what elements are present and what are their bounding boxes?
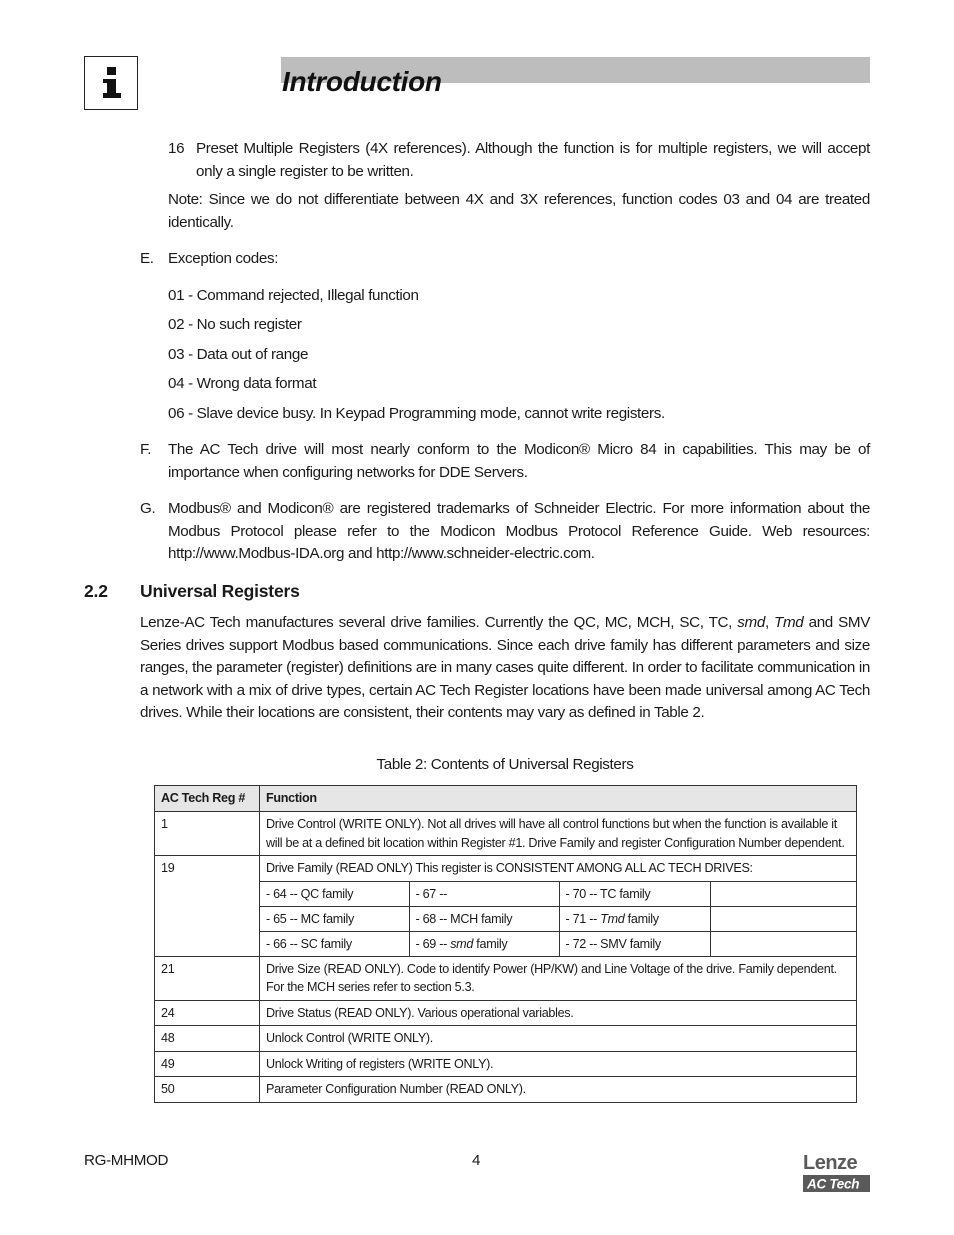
register-function: [260, 856, 857, 957]
family-code: - 69 -- smd family: [409, 931, 559, 956]
register-function: Drive Size (READ ONLY). Code to identify Power (HP/KW) and Line Voltage of the drive. Family dependent. For the MCH series refer to section 5.3.: [260, 956, 857, 1000]
section-heading: [84, 581, 300, 602]
column-header-function: Function: [260, 786, 857, 812]
page-title: Introduction: [282, 66, 442, 97]
register-number: 48: [155, 1026, 260, 1052]
family-code: - 70 -- TC family: [559, 881, 710, 906]
register-number: 24: [155, 1000, 260, 1026]
table-row: [155, 1077, 857, 1103]
table-row: [155, 1026, 857, 1052]
table-row: [155, 812, 857, 856]
exception-code-item: 02 - No such register: [168, 316, 302, 333]
svg-text:AC Tech: AC Tech: [807, 1176, 860, 1192]
family-code: - 68 -- MCH family: [409, 906, 559, 931]
drive-family-codes: [260, 881, 856, 956]
page-number: 4: [472, 1152, 481, 1169]
register-number: 49: [155, 1051, 260, 1077]
family-code-empty: [710, 881, 856, 906]
function-code-16: 16: [168, 140, 185, 157]
register-number: 21: [155, 956, 260, 1000]
table-row: [155, 1000, 857, 1026]
universal-registers-paragraph: Lenze-AC Tech manufactures several drive families. Currently the QC, MC, MCH, SC, TC, smd, Tmd and SMV Series drives support Modbus based communications. Since each drive family has different parameters and size ranges, the parameter (register) definitions are in many cases quite different. In order to facilitate communication in a network with a mix of drive types, certain AC Tech Register locations have been made universal among AC Tech drives. While their locations are consistent, their contents may vary as defined in Table 2.: [140, 614, 870, 721]
register-number: 50: [155, 1077, 260, 1103]
family-code: - 67 --: [409, 881, 559, 906]
register-function: Unlock Writing of registers (WRITE ONLY).: [260, 1051, 857, 1077]
universal-registers-table: [154, 785, 857, 1103]
column-header-reg: AC Tech Reg #: [155, 786, 260, 812]
table-header-row: [155, 786, 857, 812]
family-code: - 64 -- QC family: [260, 881, 409, 906]
list-marker-g: G.: [140, 500, 156, 517]
svg-text:Lenze: Lenze: [803, 1152, 858, 1174]
note-paragraph: Note: Since we do not differentiate between 4X and 3X references, function codes 03 and 04 are treated identically.: [168, 191, 870, 231]
list-marker-f: F.: [140, 441, 152, 458]
section-number: 2.2: [84, 581, 108, 601]
lenze-ac-tech-logo: [803, 1151, 871, 1198]
family-code: - 72 -- SMV family: [559, 931, 710, 956]
section-title: Universal Registers: [140, 581, 300, 601]
exception-code-item: 01 - Command rejected, Illegal function: [168, 287, 419, 304]
register-function: Parameter Configuration Number (READ ONLY).: [260, 1077, 857, 1103]
family-code: - 65 -- MC family: [260, 906, 409, 931]
modicon-conformance-paragraph: The AC Tech drive will most nearly conform to the Modicon® Micro 84 in capabilities. This may be of importance when configuring networks for DDE Servers.: [168, 441, 870, 481]
trademarks-paragraph: Modbus® and Modicon® are registered trademarks of Schneider Electric. For more information about the Modbus Protocol please refer to the Modicon Modbus Protocol Reference Guide. Web resources: http://www.Modbus-IDA.org and http://www.schneider-electric.com.: [168, 500, 870, 562]
family-code: - 71 -- Tmd family: [559, 906, 710, 931]
drive-family-description: Drive Family (READ ONLY) This register is CONSISTENT AMONG ALL AC TECH DRIVES:: [266, 861, 753, 875]
table-caption: Table 2: Contents of Universal Registers: [376, 756, 634, 773]
register-function: Drive Control (WRITE ONLY). Not all drives will have all control functions but when the function is available it will be at a defined bit location within Register #1. Drive Family and register Configuration Number dependent.: [260, 812, 857, 856]
exception-codes-heading: Exception codes:: [168, 250, 279, 267]
info-icon: [84, 56, 138, 110]
exception-code-item: 04 - Wrong data format: [168, 375, 317, 392]
table-row: [155, 956, 857, 1000]
register-function: Drive Status (READ ONLY). Various operational variables.: [260, 1000, 857, 1026]
family-code-empty: [710, 906, 856, 931]
register-function: Unlock Control (WRITE ONLY).: [260, 1026, 857, 1052]
register-number: 19: [155, 856, 260, 957]
function-code-16-text: Preset Multiple Registers (4X references). Although the function is for multiple registers, we will accept only a single register to be written.: [196, 140, 870, 180]
table-row: [155, 856, 857, 957]
exception-code-item: 06 - Slave device busy. In Keypad Programming mode, cannot write registers.: [168, 405, 665, 422]
document-id: RG-MHMOD: [84, 1152, 169, 1169]
register-number: 1: [155, 812, 260, 856]
list-marker-e: E.: [140, 250, 154, 267]
family-code-empty: [710, 931, 856, 956]
table-row: [155, 1051, 857, 1077]
exception-code-item: 03 - Data out of range: [168, 346, 309, 363]
family-code: - 66 -- SC family: [260, 931, 409, 956]
